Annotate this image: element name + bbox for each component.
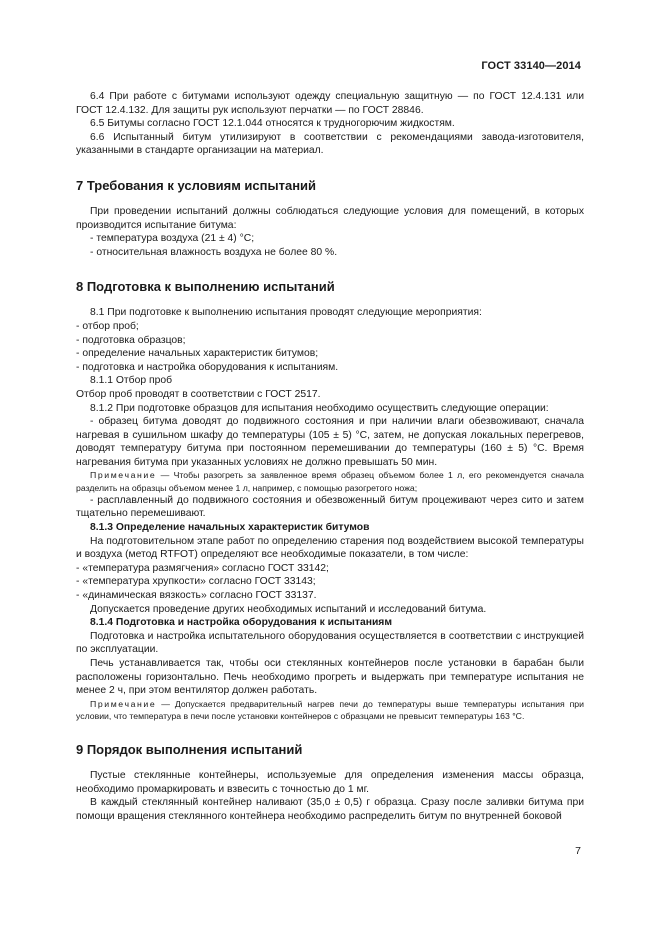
document-id-header: ГОСТ 33140—2014 xyxy=(481,60,581,72)
paragraph-6-4: 6.4 При работе с битумами используют одежду специальную защитную — по ГОСТ 12.4.131 или ГОСТ 12.4.132. Для защиты рук используют перчатки — по ГОСТ 28846. xyxy=(76,91,584,116)
section-7-intro: При проведении испытаний должны соблюдаться следующие условия для помещений, в которых производится испытание битума: xyxy=(76,205,584,231)
paragraph-8-1-4-a: Подготовка и настройка испытательного оборудования осуществляется в соответствии с инструкцией по эксплуатации. xyxy=(76,630,584,656)
page-content xyxy=(76,90,584,824)
subsection-8-1-3-title: 8.1.3 Определение начальных характеристик битумов xyxy=(90,522,370,534)
section-9-title: 9 Порядок выполнения испытаний xyxy=(76,742,303,758)
note-label: Примечание xyxy=(90,470,157,481)
paragraph-8-1-2-item-2: - расплавленный до подвижного состояния и обезвоженный битум процеживают через сито и затем тщательно перемешивают. xyxy=(76,494,584,520)
paragraph-9-2: В каждый стеклянный контейнер наливают (35,0 ± 0,5) г образца. Сразу после заливки битума при помощи вращения стеклянного контейнера необходимо распределить битум по внутренней боковой xyxy=(76,797,584,822)
list-item: - «температура размягчения» согласно ГОСТ 33142; xyxy=(76,562,329,574)
section-7-title: 7 Требования к условиям испытаний xyxy=(76,177,317,193)
subsection-8-1-1-title: 8.1.1 Отбор проб xyxy=(90,375,172,387)
list-item: - температура воздуха (21 ± 4) °С; xyxy=(90,233,255,245)
list-item: - относительная влажность воздуха не более 80 %. xyxy=(90,246,338,258)
list-item: - определение начальных характеристик битумов; xyxy=(76,348,319,360)
page-number: 7 xyxy=(575,845,581,857)
section-8-title: 8 Подготовка к выполнению испытаний xyxy=(76,279,335,295)
list-item: - подготовка и настройка оборудования к испытаниям. xyxy=(76,361,339,373)
paragraph-8-1-3-extra: Допускается проведение других необходимых испытаний и исследований битума. xyxy=(90,603,487,615)
note-2 xyxy=(76,698,584,722)
paragraph-8-1-1: Отбор проб проводят в соответствии с ГОСТ 2517. xyxy=(76,388,321,400)
note-label: Примечание xyxy=(90,698,157,709)
note-1 xyxy=(76,469,584,493)
note-text: — Чтобы разогреть за заявленное время образец объемом более 1 л, его рекомендуется сначала разделить на образцы объемом менее 1 л, например, с помощью разогретого ножа; xyxy=(76,470,584,493)
paragraph-6-6: 6.6 Испытанный битум утилизируют в соответствии с рекомендациями завода-изготовителя, указанными в стандарте организации на материал. xyxy=(76,131,584,157)
subsection-8-1-4-title: 8.1.4 Подготовка и настройка оборудования к испытаниям xyxy=(90,617,392,629)
list-item: - отбор проб; xyxy=(76,320,139,332)
paragraph-8-1-2-item-1: - образец битума доводят до подвижного состояния и при наличии влаги обезвоживают, сначала нагревая в сушильном шкафу до температуры (105 ± 5) °С, затем, не допуская локальных перегревов, доводят температуру битума при постоянном перемешивании до температуры (160 ± 5) °С. Время нагревания битума при указанных условиях не должно превышать 50 мин. xyxy=(76,416,584,468)
paragraph-8-1: 8.1 При подготовке к выполнению испытания проводят следующие мероприятия: xyxy=(90,307,482,319)
list-item: - «температура хрупкости» согласно ГОСТ 33143; xyxy=(76,576,316,588)
paragraph-9-1: Пустые стеклянные контейнеры, используемые для определения изменения массы образца, необходимо промаркировать и взвесить с точностью до 1 мг. xyxy=(76,770,584,795)
note-text: — Допускается предварительный нагрев печи до температуры выше температуры испытания при условии, что температура в печи после установки контейнеров с образцами не превысит температуры 163 °С. xyxy=(76,698,584,721)
list-item: - подготовка образцов; xyxy=(76,334,186,346)
paragraph-6-5: 6.5 Битумы согласно ГОСТ 12.1.044 относятся к трудногорючим жидкостям. xyxy=(90,118,455,130)
paragraph-8-1-4-b: Печь устанавливается так, чтобы оси стеклянных контейнеров после установки в барабан были расположены горизонтально. Печь необходимо прогреть и выдержать при температуре испытания не менее 2 ч, при этом вентилятор должен работать. xyxy=(76,658,584,697)
paragraph-8-1-2: 8.1.2 При подготовке образцов для испытания необходимо осуществить следующие операции: xyxy=(90,402,549,414)
list-item: - «динамическая вязкость» согласно ГОСТ 33137. xyxy=(76,590,317,602)
paragraph-8-1-3: На подготовительном этапе работ по определению старения под воздействием высокой температуры и воздуха (метод RTFOT) определяют все необходимые показатели, в том числе: xyxy=(76,535,584,561)
